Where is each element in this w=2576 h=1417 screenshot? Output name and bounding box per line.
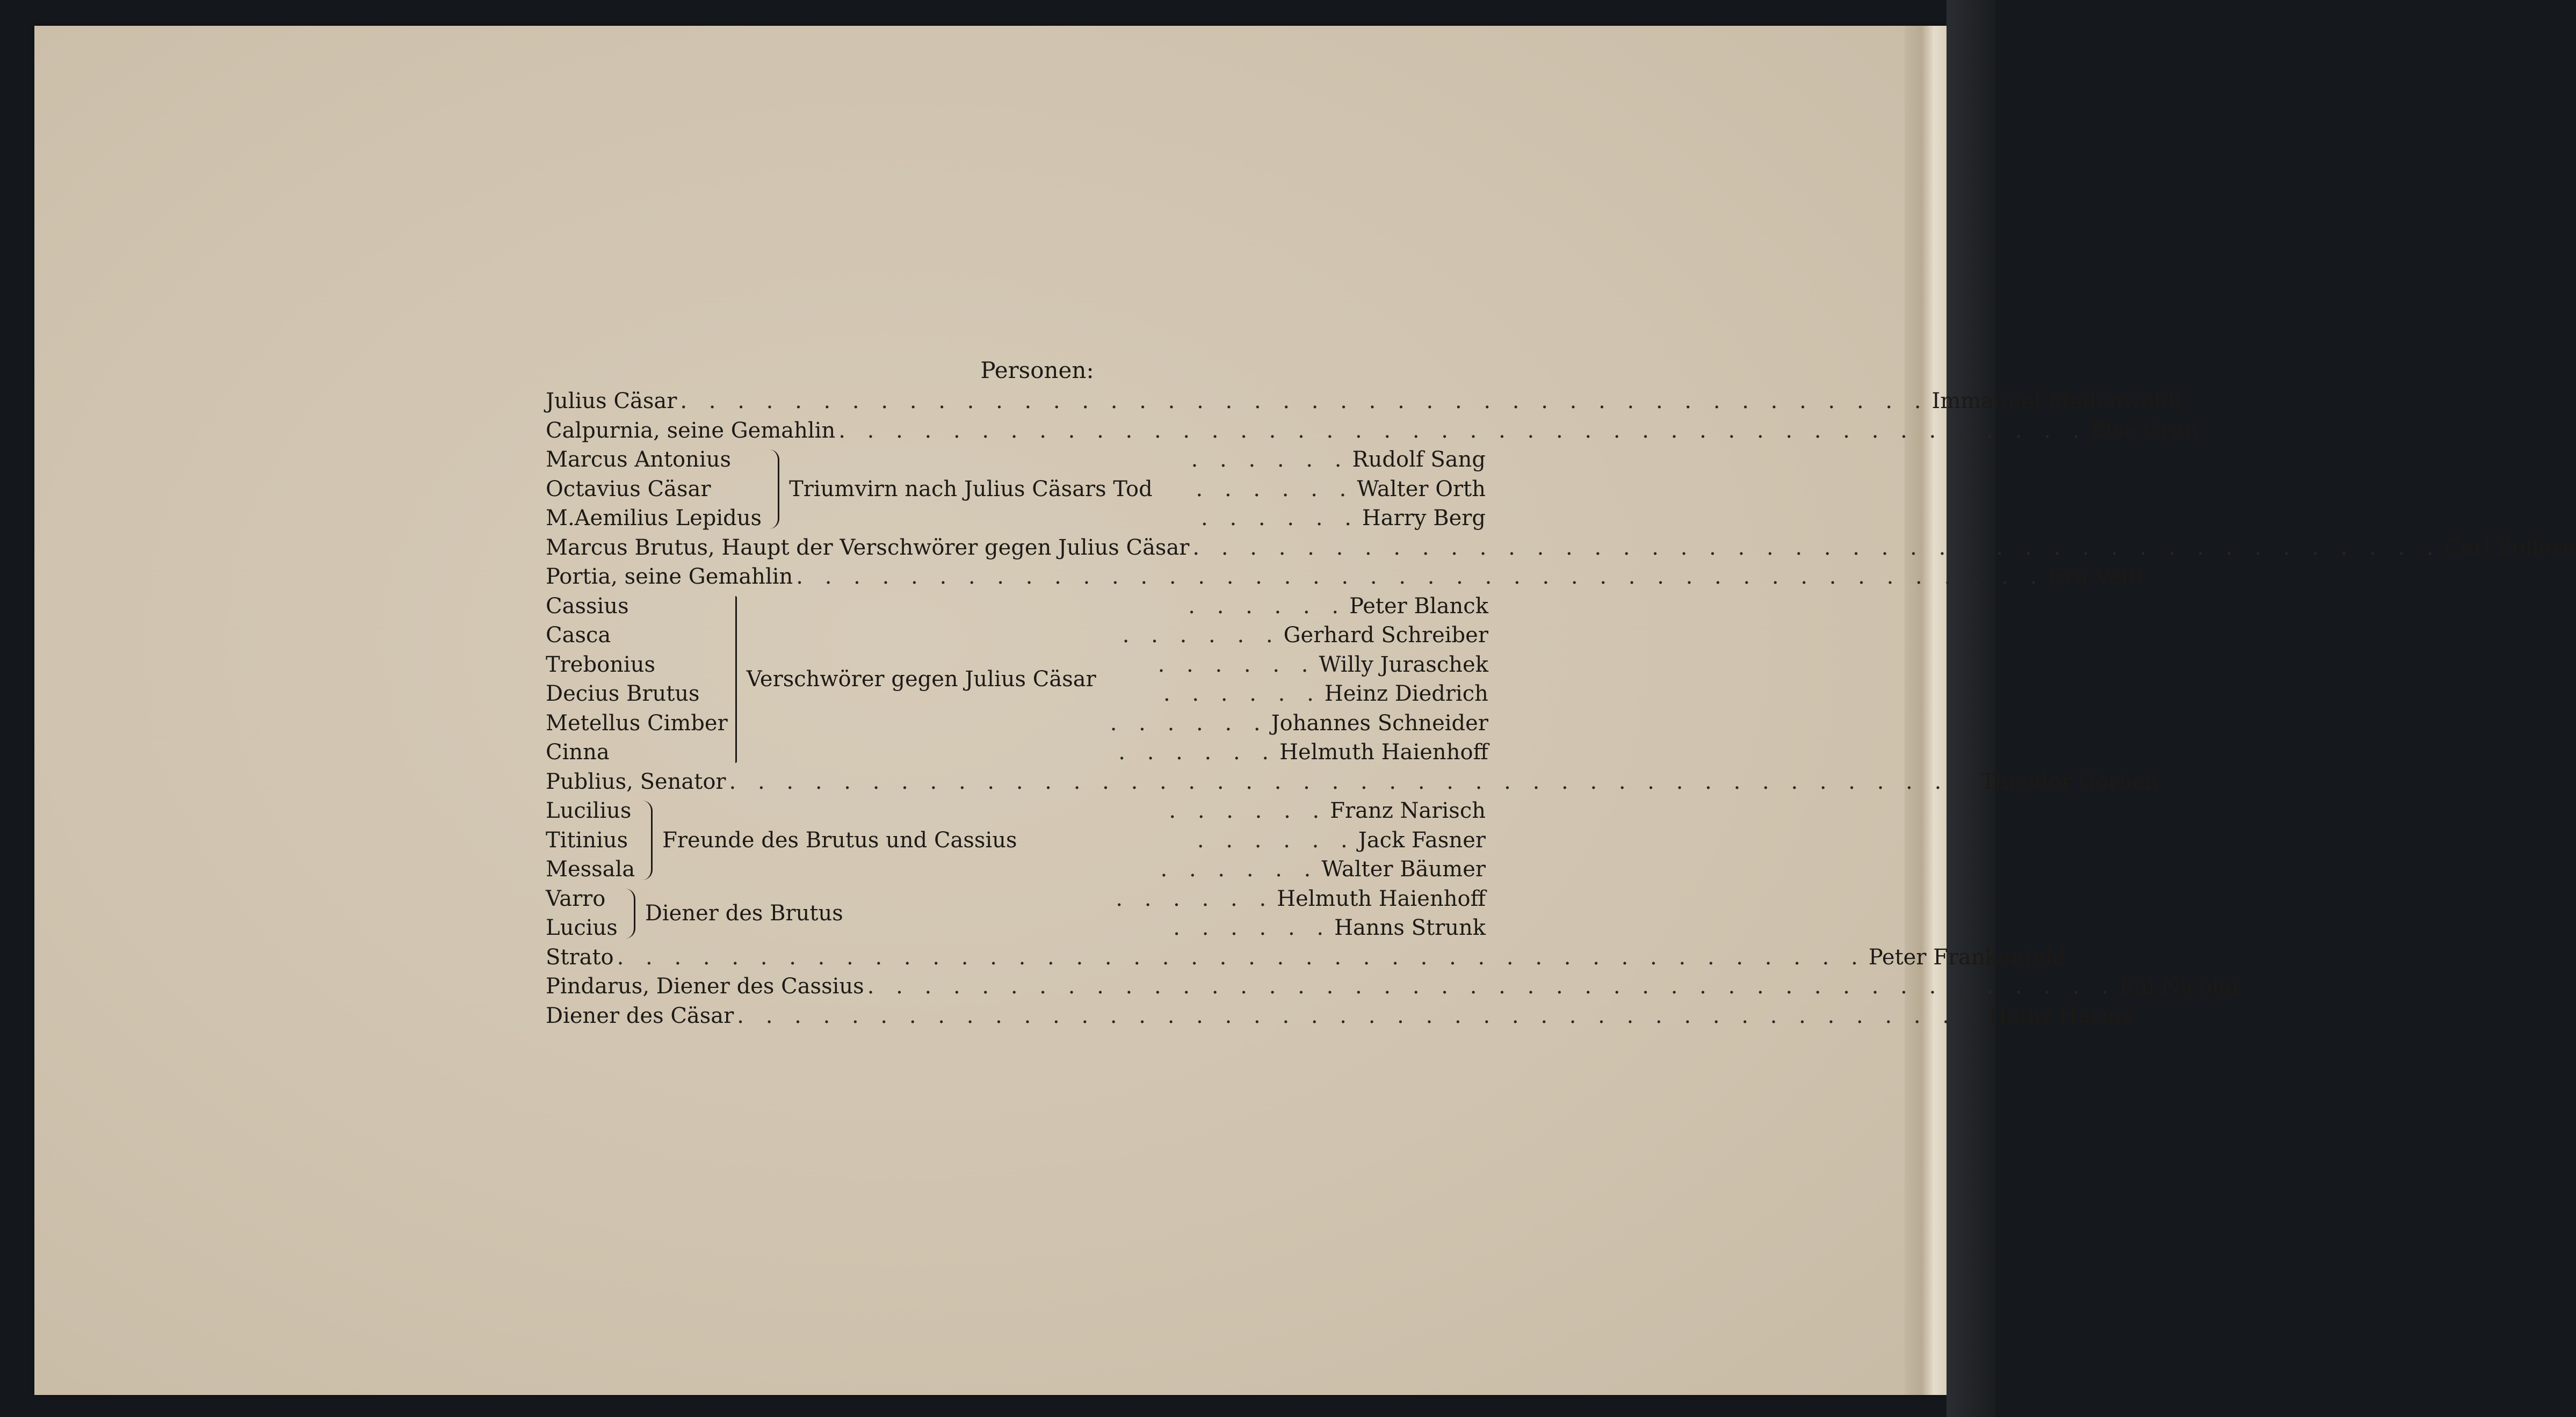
role-name: Messala bbox=[546, 857, 635, 882]
role-name: Cassius bbox=[546, 593, 629, 619]
paper-edge bbox=[1905, 26, 1947, 1395]
cast-row bbox=[546, 943, 2066, 972]
cast-row bbox=[546, 533, 2576, 563]
role-name: Strato bbox=[546, 944, 614, 970]
cast-row bbox=[546, 387, 2183, 416]
actor-name: Else Grün bbox=[2090, 418, 2198, 443]
cast-row bbox=[546, 416, 2198, 446]
actor-name: Kai Nicolai bbox=[2118, 974, 2239, 999]
actor-name: Johannes Schneider bbox=[1271, 710, 1488, 736]
role-name: Decius Brutus bbox=[546, 681, 700, 706]
group-names bbox=[546, 592, 728, 767]
group-names bbox=[546, 884, 618, 943]
actor-name: Peter Frankenfeld bbox=[1868, 944, 2066, 970]
cast-row bbox=[1163, 475, 1486, 504]
cast-row bbox=[1107, 709, 1488, 738]
cast-single-group-1 bbox=[546, 387, 2198, 445]
dot-leader: . . . . . . bbox=[1173, 915, 1332, 940]
dot-leader: . . . . . . bbox=[1110, 710, 1268, 736]
cast-list bbox=[546, 354, 2576, 1030]
actor-name: Franz Narisch bbox=[1330, 798, 1486, 823]
role-name: Trebonius bbox=[546, 652, 656, 677]
actor-name: Willy Juraschek bbox=[1319, 652, 1488, 677]
actor-name: Walter Orth bbox=[1357, 476, 1486, 502]
dot-leader: . . . . . . bbox=[1116, 886, 1274, 911]
actor-name: Heinz Diedrich bbox=[1324, 681, 1488, 706]
role-name: Calpurnia, seine Gemahlin bbox=[546, 418, 836, 443]
cast-row bbox=[1107, 738, 1488, 767]
role-name: Lucilius bbox=[546, 798, 632, 823]
cast-single-group-4 bbox=[546, 943, 2239, 1031]
cast-row bbox=[1163, 445, 1486, 475]
group-actors bbox=[1107, 592, 1488, 767]
role-name: Marcus Antonius bbox=[546, 447, 731, 472]
actor-name: Heinz Harms bbox=[1988, 1003, 2132, 1028]
cast-row bbox=[1028, 796, 1486, 826]
brace bbox=[625, 889, 635, 939]
group-names bbox=[546, 445, 762, 533]
dot-leader: . . . . . . . . . . . . . . . . . . . . . . . . . . . . . . . . . . . . . . . . . . . . bbox=[680, 389, 1929, 413]
actor-name: Theodor Görlich bbox=[1980, 769, 2159, 794]
role-name: Lucius bbox=[546, 915, 618, 940]
cast-row bbox=[1028, 855, 1486, 884]
actor-name: Eva Vaitl bbox=[2047, 564, 2144, 589]
role-name: Publius, Senator bbox=[546, 769, 726, 794]
cast-row bbox=[546, 1001, 2132, 1031]
cast-row bbox=[1107, 621, 1488, 650]
scanner-right-strip bbox=[1947, 0, 1995, 1417]
role-name: Marcus Brutus, Haupt der Verschwörer gegen Julius Cäsar bbox=[546, 535, 1190, 560]
cast-row bbox=[1107, 679, 1488, 709]
actor-name: Harry Berg bbox=[1362, 506, 1486, 531]
brace bbox=[769, 449, 779, 529]
dot-leader: . . . . . . . . . . . . . . . . . . . . . . . . . . . . . . . . . . . . . . . . . . . . bbox=[796, 564, 2045, 589]
actor-name: Helmuth Haienhoff bbox=[1279, 740, 1488, 765]
role-name: Portia, seine Gemahlin bbox=[546, 564, 793, 589]
cast-row bbox=[854, 913, 1486, 943]
role-name: Titinius bbox=[546, 827, 628, 853]
role-name: Casca bbox=[546, 623, 611, 648]
dot-leader: . . . . . . bbox=[1197, 827, 1355, 853]
dot-leader: . . . . . . bbox=[1118, 740, 1277, 765]
role-name: M.Aemilius Lepidus bbox=[546, 506, 762, 531]
group-description: Triumvirn nach Julius Cäsars Tod bbox=[789, 476, 1153, 502]
actor-name: Immanuel Medenwaldt bbox=[1931, 389, 2183, 413]
group-description: Diener des Brutus bbox=[645, 900, 843, 926]
cast-row bbox=[1028, 826, 1486, 855]
dot-leader: . . . . . . . . . . . . . . . . . . . . . . . . . . . . . . . . . . . . . . . . . . . . bbox=[617, 944, 1865, 970]
conspirators-group bbox=[546, 592, 1486, 767]
dot-leader: . . . . . . bbox=[1160, 857, 1319, 882]
cast-single-group-2 bbox=[546, 533, 2576, 592]
brace bbox=[735, 596, 737, 763]
actor-name: Walter Bäumer bbox=[1321, 857, 1486, 882]
dot-leader: . . . . . . bbox=[1122, 623, 1280, 648]
cast-row bbox=[546, 767, 2159, 797]
actor-name: Peter Blanck bbox=[1349, 593, 1488, 619]
dot-leader: . . . . . . bbox=[1163, 681, 1321, 706]
group-actors bbox=[854, 884, 1486, 943]
group-description: Verschwörer gegen Julius Cäsar bbox=[746, 666, 1096, 692]
actor-name: Rudolf Sang bbox=[1352, 447, 1486, 472]
actor-name: Carl Zollern bbox=[2444, 535, 2576, 560]
cast-row bbox=[546, 972, 2239, 1001]
role-name: Cinna bbox=[546, 740, 610, 765]
dot-leader: . . . . . . . . . . . . . . . . . . . . . . . . . . . . . . . . . . . . . . . . . . . . bbox=[1192, 535, 2441, 560]
actor-name: Gerhard Schreiber bbox=[1283, 623, 1488, 648]
role-name: Diener des Cäsar bbox=[546, 1003, 734, 1028]
brace bbox=[642, 801, 653, 880]
dot-leader: . . . . . . . . . . . . . . . . . . . . . . . . . . . . . . . . . . . . . . . . . . . . bbox=[729, 769, 1978, 794]
cast-heading: Personen: bbox=[980, 357, 1094, 383]
actor-name: Hanns Strunk bbox=[1334, 915, 1486, 940]
friends-group bbox=[546, 796, 1486, 884]
role-name: Varro bbox=[546, 886, 606, 911]
cast-row bbox=[1107, 592, 1488, 621]
servants-group bbox=[546, 884, 1486, 943]
cast-single-group-3 bbox=[546, 767, 2159, 797]
dot-leader: . . . . . . . . . . . . . . . . . . . . . . . . . . . . . . . . . . . . . . . . . . . . bbox=[867, 974, 2116, 999]
dot-leader: . . . . . . bbox=[1188, 593, 1347, 619]
role-name: Pindarus, Diener des Cassius bbox=[546, 974, 864, 999]
role-name: Julius Cäsar bbox=[546, 389, 677, 413]
cast-row bbox=[1163, 504, 1486, 533]
dot-leader: . . . . . . . . . . . . . . . . . . . . . . . . . . . . . . . . . . . . . . . . . . . . bbox=[838, 418, 2087, 443]
cast-row bbox=[546, 562, 2144, 592]
role-name: Octavius Cäsar bbox=[546, 476, 711, 502]
role-name: Metellus Cimber bbox=[546, 710, 728, 736]
actor-name: Helmuth Haienhoff bbox=[1277, 886, 1486, 911]
cast-row bbox=[854, 884, 1486, 914]
dot-leader: . . . . . . . . . . . . . . . . . . . . . . . . . . . . . . . . . . . . . . . . . . . . bbox=[737, 1003, 1986, 1028]
group-names bbox=[546, 796, 635, 884]
cast-row bbox=[1107, 650, 1488, 680]
dot-leader: . . . . . . bbox=[1169, 798, 1327, 823]
dot-leader: . . . . . . bbox=[1196, 476, 1354, 502]
dot-leader: . . . . . . bbox=[1201, 506, 1359, 531]
group-actors bbox=[1163, 445, 1486, 533]
group-actors bbox=[1028, 796, 1486, 884]
dot-leader: . . . . . . bbox=[1157, 652, 1316, 677]
dot-leader: . . . . . . bbox=[1191, 447, 1349, 472]
group-description: Freunde des Brutus und Cassius bbox=[662, 827, 1017, 853]
actor-name: Jack Fasner bbox=[1358, 827, 1486, 853]
triumvirs-group bbox=[546, 445, 1486, 533]
